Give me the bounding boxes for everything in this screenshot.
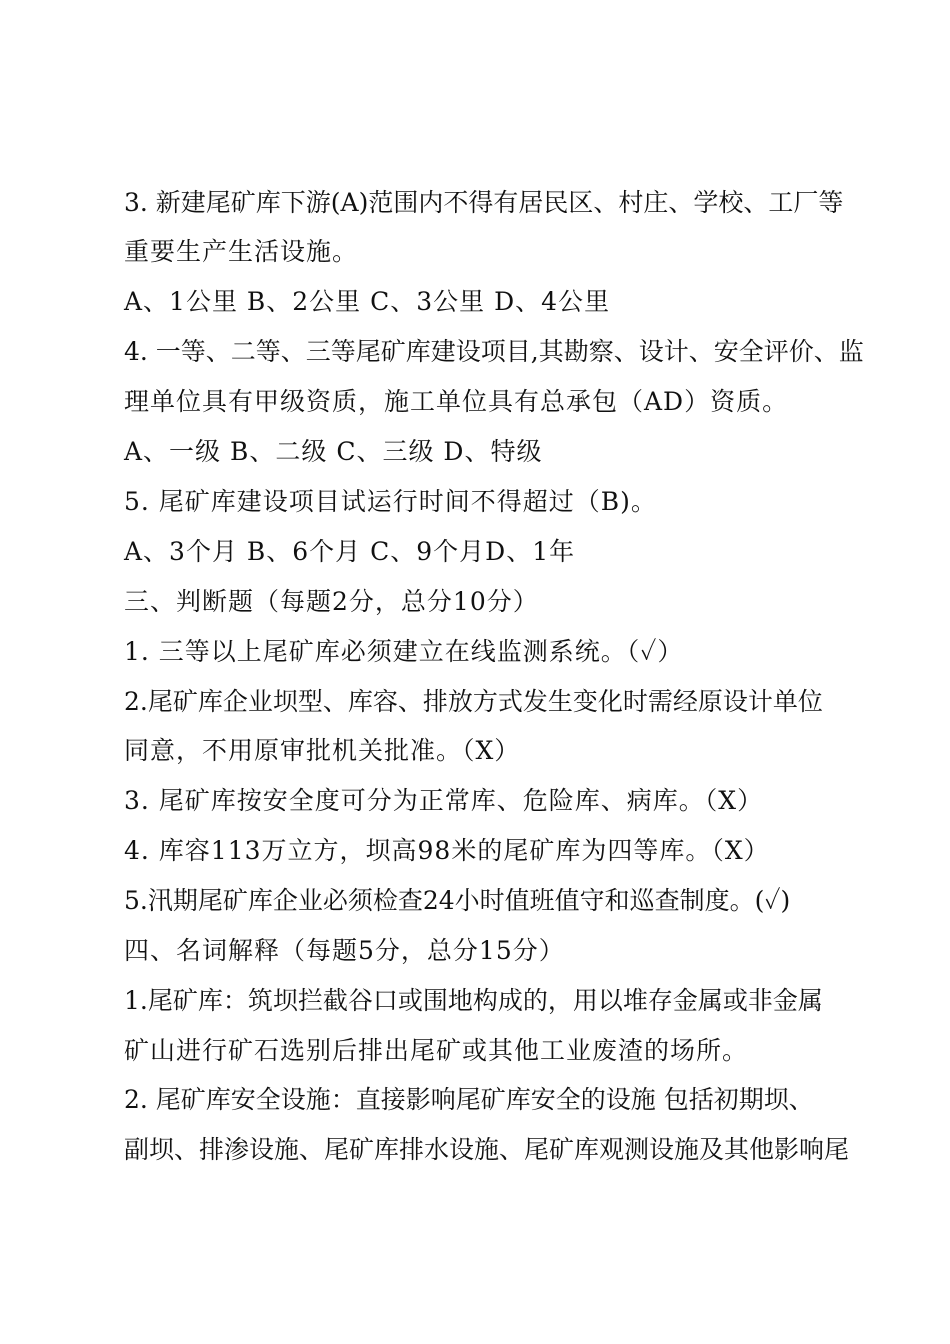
judgement-3: 3. 尾矿库按安全度可分为正常库、危险库、病库。（X） [124,786,764,815]
question-4-options: A、一级 B、二级 C、三级 D、特级 [124,437,543,466]
question-3-line-2: 重要生产生活设施。 [124,237,359,266]
term-1-line-2: 矿山进行矿石选别后排出尾矿或其他工业废渣的场所。 [124,1036,749,1065]
judgement-2-line-2: 同意，不用原审批机关批准。（X） [124,736,521,765]
question-5-line: 5. 尾矿库建设项目试运行时间不得超过（B)。 [124,487,657,516]
section-heading-judgement: 三、判断题（每题2分，总分10分） [124,587,539,616]
term-2-line-1: 2. 尾矿库安全设施：直接影响尾矿库安全的设施 包括初期坝、 [124,1085,814,1114]
question-4-line-2: 理单位具有甲级资质，施工单位具有总承包（AD）资质。 [124,387,789,416]
question-4-line-1: 4. 一等、二等、三等尾矿库建设项目,其勘察、设计、安全评价、监 [124,337,864,366]
section-heading-terms: 四、名词解释（每题5分，总分15分） [124,936,565,965]
question-5-options: A、3个月 B、6个月 C、9个月D、1年 [124,537,576,566]
term-1-line-1: 1.尾矿库：筑坝拦截谷口或围地构成的，用以堆存金属或非金属 [124,986,823,1015]
question-3-line-1: 3. 新建尾矿库下游(A)范围内不得有居民区、村庄、学校、工厂等 [124,188,844,217]
judgement-5: 5.汛期尾矿库企业必须检查24小时值班值守和巡查制度。(✓) [124,886,791,915]
term-2-line-2: 副坝、排渗设施、尾矿库排水设施、尾矿库观测设施及其他影响尾 [124,1135,850,1164]
judgement-2-line-1: 2.尾矿库企业坝型、库容、排放方式发生变化时需经原设计单位 [124,687,823,716]
judgement-4: 4. 库容113万立方，坝高98米的尾矿库为四等库。（X） [124,836,770,865]
question-3-options: A、1公里 B、2公里 C、3公里 D、4公里 [124,287,611,316]
judgement-1: 1. 三等以上尾矿库必须建立在线监测系统。（✓） [124,637,684,666]
